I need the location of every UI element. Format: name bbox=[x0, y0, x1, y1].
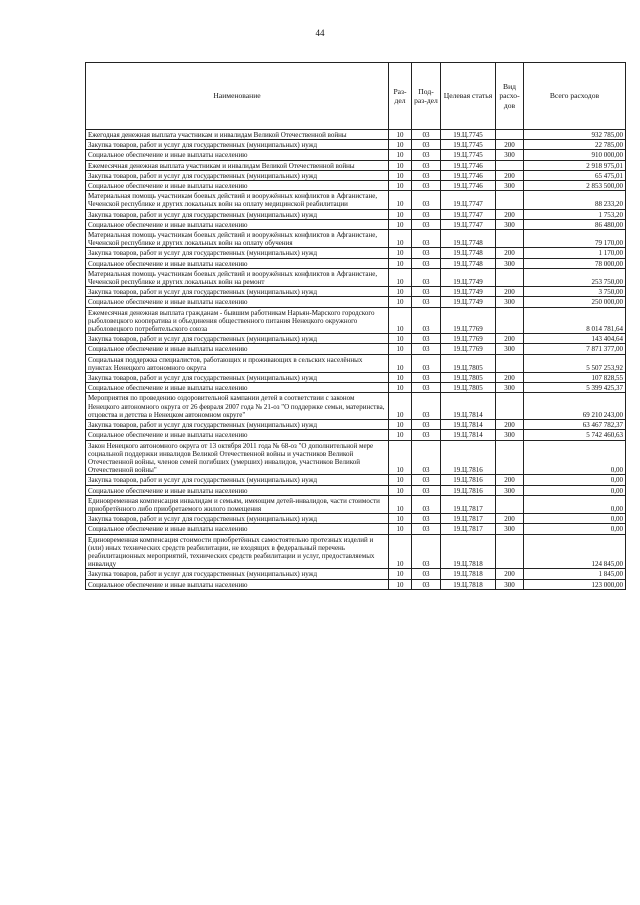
cell-razdel: 10 bbox=[389, 130, 412, 140]
cell-razdel: 10 bbox=[389, 354, 412, 372]
cell-celevaya-statya: 19.Ц.7816 bbox=[441, 485, 496, 495]
cell-celevaya-statya: 19.Ц.7817 bbox=[441, 524, 496, 534]
cell-total: 78 000,00 bbox=[524, 258, 626, 268]
cell-podrazdel: 03 bbox=[412, 514, 441, 524]
cell-total: 63 467 782,37 bbox=[524, 420, 626, 430]
cell-podrazdel: 03 bbox=[412, 130, 441, 140]
cell-name: Социальное обеспечение и иные выплаты населению bbox=[86, 150, 389, 160]
cell-total: 253 750,00 bbox=[524, 268, 626, 286]
cell-name: Закупка товаров, работ и услуг для государственных (муниципальных) нужд bbox=[86, 373, 389, 383]
cell-celevaya-statya: 19.Ц.7749 bbox=[441, 287, 496, 297]
cell-razdel: 10 bbox=[389, 307, 412, 334]
table-row bbox=[86, 569, 626, 579]
cell-total: 2 918 975,01 bbox=[524, 160, 626, 170]
cell-total: 143 404,64 bbox=[524, 334, 626, 344]
cell-razdel: 10 bbox=[389, 420, 412, 430]
cell-razdel: 10 bbox=[389, 485, 412, 495]
cell-vid-rashodov bbox=[496, 130, 524, 140]
cell-celevaya-statya: 19.Ц.7817 bbox=[441, 495, 496, 513]
table-row bbox=[86, 495, 626, 513]
cell-celevaya-statya: 19.Ц.7805 bbox=[441, 373, 496, 383]
cell-vid-rashodov: 200 bbox=[496, 569, 524, 579]
cell-celevaya-statya: 19.Ц.7769 bbox=[441, 307, 496, 334]
cell-razdel: 10 bbox=[389, 160, 412, 170]
header-celevaya-statya: Целевая статья bbox=[441, 63, 496, 130]
expenditure-table bbox=[85, 62, 626, 590]
cell-razdel: 10 bbox=[389, 140, 412, 150]
cell-vid-rashodov bbox=[496, 393, 524, 420]
cell-vid-rashodov bbox=[496, 440, 524, 475]
cell-podrazdel: 03 bbox=[412, 373, 441, 383]
cell-total: 2 853 500,00 bbox=[524, 181, 626, 191]
table-row bbox=[86, 160, 626, 170]
cell-podrazdel: 03 bbox=[412, 160, 441, 170]
cell-vid-rashodov: 200 bbox=[496, 287, 524, 297]
cell-podrazdel: 03 bbox=[412, 230, 441, 248]
cell-podrazdel: 03 bbox=[412, 209, 441, 219]
table-row bbox=[86, 383, 626, 393]
cell-podrazdel: 03 bbox=[412, 150, 441, 160]
cell-razdel: 10 bbox=[389, 373, 412, 383]
cell-razdel: 10 bbox=[389, 579, 412, 589]
page-number: 44 bbox=[315, 28, 325, 38]
cell-razdel: 10 bbox=[389, 258, 412, 268]
table-row bbox=[86, 534, 626, 569]
cell-podrazdel: 03 bbox=[412, 524, 441, 534]
cell-celevaya-statya: 19.Ц.7749 bbox=[441, 297, 496, 307]
cell-razdel: 10 bbox=[389, 297, 412, 307]
cell-podrazdel: 03 bbox=[412, 170, 441, 180]
cell-celevaya-statya: 19.Ц.7747 bbox=[441, 191, 496, 209]
cell-total: 22 785,00 bbox=[524, 140, 626, 150]
cell-vid-rashodov bbox=[496, 495, 524, 513]
cell-vid-rashodov: 300 bbox=[496, 344, 524, 354]
table-row bbox=[86, 354, 626, 372]
table-header bbox=[86, 63, 626, 130]
cell-razdel: 10 bbox=[389, 248, 412, 258]
cell-total: 107 828,55 bbox=[524, 373, 626, 383]
table-row bbox=[86, 170, 626, 180]
cell-name: Социальное обеспечение и иные выплаты населению bbox=[86, 258, 389, 268]
header-podrazdel: Под-раз-дел bbox=[412, 63, 441, 130]
cell-name: Социальное обеспечение и иные выплаты населению bbox=[86, 524, 389, 534]
cell-name: Единовременная компенсация стоимости приобретённых самостоятельно протезных изделий и (или) иных технических средств реабилитации, не входящих в федеральный перечень реабилитационных мероприятий, технических средств реабилитации и услуг, предоставляемых инвалиду bbox=[86, 534, 389, 569]
cell-vid-rashodov: 300 bbox=[496, 181, 524, 191]
cell-name: Закупка товаров, работ и услуг для государственных (муниципальных) нужд bbox=[86, 140, 389, 150]
cell-celevaya-statya: 19.Ц.7746 bbox=[441, 170, 496, 180]
cell-podrazdel: 03 bbox=[412, 140, 441, 150]
table-row bbox=[86, 579, 626, 589]
cell-podrazdel: 03 bbox=[412, 287, 441, 297]
cell-razdel: 10 bbox=[389, 393, 412, 420]
table-row bbox=[86, 393, 626, 420]
table-row bbox=[86, 150, 626, 160]
cell-name: Ежемесячная денежная выплата гражданам - бывшим работникам Нарьян-Марского городского рыболовецкого кооператива и объединения общественного питания Ненецкого окружного рыболовецкого потребительского союза bbox=[86, 307, 389, 334]
table-row bbox=[86, 209, 626, 219]
cell-razdel: 10 bbox=[389, 191, 412, 209]
cell-name: Закупка товаров, работ и услуг для государственных (муниципальных) нужд bbox=[86, 170, 389, 180]
cell-total: 5 507 253,92 bbox=[524, 354, 626, 372]
cell-celevaya-statya: 19.Ц.7769 bbox=[441, 344, 496, 354]
cell-name: Материальная помощь участникам боевых действий и вооружённых конфликтов в Афганистане, Чеченской республике и других локальных войн на оплату медицинской реабилитации bbox=[86, 191, 389, 209]
cell-celevaya-statya: 19.Ц.7818 bbox=[441, 534, 496, 569]
cell-name: Материальная помощь участникам боевых действий и вооружённых конфликтов в Афганистане, Чеченской республике и других локальных войн на ремонт bbox=[86, 268, 389, 286]
cell-total: 0,00 bbox=[524, 524, 626, 534]
cell-razdel: 10 bbox=[389, 475, 412, 485]
cell-vid-rashodov: 200 bbox=[496, 475, 524, 485]
cell-total: 0,00 bbox=[524, 495, 626, 513]
cell-podrazdel: 03 bbox=[412, 440, 441, 475]
cell-name: Социальное обеспечение и иные выплаты населению bbox=[86, 297, 389, 307]
cell-name: Социальное обеспечение и иные выплаты населению bbox=[86, 485, 389, 495]
cell-vid-rashodov bbox=[496, 160, 524, 170]
cell-name: Материальная помощь участникам боевых действий и вооружённых конфликтов в Афганистане, Чеченской республике и других локальных войн на оплату обучения bbox=[86, 230, 389, 248]
cell-razdel: 10 bbox=[389, 524, 412, 534]
cell-celevaya-statya: 19.Ц.7805 bbox=[441, 354, 496, 372]
cell-celevaya-statya: 19.Ц.7748 bbox=[441, 248, 496, 258]
cell-total: 0,00 bbox=[524, 440, 626, 475]
cell-name: Социальное обеспечение и иные выплаты населению bbox=[86, 219, 389, 229]
cell-podrazdel: 03 bbox=[412, 334, 441, 344]
cell-total: 250 000,00 bbox=[524, 297, 626, 307]
cell-celevaya-statya: 19.Ц.7814 bbox=[441, 393, 496, 420]
cell-razdel: 10 bbox=[389, 219, 412, 229]
cell-podrazdel: 03 bbox=[412, 181, 441, 191]
cell-total: 1 753,20 bbox=[524, 209, 626, 219]
cell-vid-rashodov: 200 bbox=[496, 248, 524, 258]
table-row bbox=[86, 230, 626, 248]
cell-vid-rashodov: 200 bbox=[496, 514, 524, 524]
cell-vid-rashodov: 300 bbox=[496, 383, 524, 393]
cell-name: Мероприятия по проведению оздоровительной кампании детей в соответствии с законом Ненецкого автономного округа от 26 февраля 2007 года № 21-оз "О поддержке семьи, материнства, отцовства и детства в Ненецком автономном округе" bbox=[86, 393, 389, 420]
cell-podrazdel: 03 bbox=[412, 430, 441, 440]
cell-celevaya-statya: 19.Ц.7816 bbox=[441, 440, 496, 475]
cell-podrazdel: 03 bbox=[412, 579, 441, 589]
cell-total: 910 000,00 bbox=[524, 150, 626, 160]
cell-total: 5 742 460,63 bbox=[524, 430, 626, 440]
cell-total: 65 475,01 bbox=[524, 170, 626, 180]
cell-razdel: 10 bbox=[389, 209, 412, 219]
table-row bbox=[86, 140, 626, 150]
cell-celevaya-statya: 19.Ц.7816 bbox=[441, 475, 496, 485]
cell-podrazdel: 03 bbox=[412, 495, 441, 513]
cell-name: Социальное обеспечение и иные выплаты населению bbox=[86, 344, 389, 354]
cell-total: 69 210 243,00 bbox=[524, 393, 626, 420]
cell-razdel: 10 bbox=[389, 514, 412, 524]
cell-podrazdel: 03 bbox=[412, 485, 441, 495]
table-row bbox=[86, 344, 626, 354]
cell-razdel: 10 bbox=[389, 181, 412, 191]
cell-razdel: 10 bbox=[389, 150, 412, 160]
cell-vid-rashodov: 200 bbox=[496, 140, 524, 150]
cell-vid-rashodov: 300 bbox=[496, 430, 524, 440]
cell-razdel: 10 bbox=[389, 170, 412, 180]
cell-vid-rashodov: 300 bbox=[496, 297, 524, 307]
cell-total: 0,00 bbox=[524, 514, 626, 524]
cell-celevaya-statya: 19.Ц.7745 bbox=[441, 150, 496, 160]
cell-vid-rashodov: 200 bbox=[496, 170, 524, 180]
cell-name: Закупка товаров, работ и услуг для государственных (муниципальных) нужд bbox=[86, 248, 389, 258]
cell-celevaya-statya: 19.Ц.7747 bbox=[441, 219, 496, 229]
cell-name: Ежемесячная денежная выплата участникам и инвалидам Великой Отечественной войны bbox=[86, 160, 389, 170]
cell-razdel: 10 bbox=[389, 383, 412, 393]
table-row bbox=[86, 334, 626, 344]
cell-total: 8 014 781,64 bbox=[524, 307, 626, 334]
cell-total: 123 000,00 bbox=[524, 579, 626, 589]
cell-name: Закупка товаров, работ и услуг для государственных (муниципальных) нужд bbox=[86, 514, 389, 524]
cell-celevaya-statya: 19.Ц.7747 bbox=[441, 209, 496, 219]
cell-razdel: 10 bbox=[389, 287, 412, 297]
cell-celevaya-statya: 19.Ц.7818 bbox=[441, 579, 496, 589]
table-row bbox=[86, 258, 626, 268]
cell-name: Закупка товаров, работ и услуг для государственных (муниципальных) нужд bbox=[86, 420, 389, 430]
cell-name: Закупка товаров, работ и услуг для государственных (муниципальных) нужд bbox=[86, 209, 389, 219]
cell-podrazdel: 03 bbox=[412, 475, 441, 485]
cell-vid-rashodov: 300 bbox=[496, 524, 524, 534]
table-row bbox=[86, 485, 626, 495]
cell-name: Закупка товаров, работ и услуг для государственных (муниципальных) нужд bbox=[86, 475, 389, 485]
cell-podrazdel: 03 bbox=[412, 344, 441, 354]
cell-vid-rashodov: 300 bbox=[496, 219, 524, 229]
table-row bbox=[86, 475, 626, 485]
cell-podrazdel: 03 bbox=[412, 297, 441, 307]
cell-celevaya-statya: 19.Ц.7745 bbox=[441, 140, 496, 150]
cell-total: 124 845,00 bbox=[524, 534, 626, 569]
cell-name: Социальное обеспечение и иные выплаты населению bbox=[86, 383, 389, 393]
cell-vid-rashodov bbox=[496, 230, 524, 248]
cell-celevaya-statya: 19.Ц.7746 bbox=[441, 181, 496, 191]
table-row bbox=[86, 524, 626, 534]
cell-vid-rashodov bbox=[496, 534, 524, 569]
table-row bbox=[86, 420, 626, 430]
cell-podrazdel: 03 bbox=[412, 307, 441, 334]
cell-celevaya-statya: 19.Ц.7749 bbox=[441, 268, 496, 286]
header-total: Всего расходов bbox=[524, 63, 626, 130]
cell-podrazdel: 03 bbox=[412, 393, 441, 420]
cell-podrazdel: 03 bbox=[412, 354, 441, 372]
cell-razdel: 10 bbox=[389, 334, 412, 344]
header-name: Наименование bbox=[86, 63, 389, 130]
cell-total: 3 750,00 bbox=[524, 287, 626, 297]
cell-total: 0,00 bbox=[524, 485, 626, 495]
cell-name: Закупка товаров, работ и услуг для государственных (муниципальных) нужд bbox=[86, 569, 389, 579]
cell-celevaya-statya: 19.Ц.7746 bbox=[441, 160, 496, 170]
cell-podrazdel: 03 bbox=[412, 569, 441, 579]
cell-razdel: 10 bbox=[389, 495, 412, 513]
table-body bbox=[86, 130, 626, 590]
table-row bbox=[86, 373, 626, 383]
table-row bbox=[86, 268, 626, 286]
cell-total: 7 871 377,00 bbox=[524, 344, 626, 354]
cell-vid-rashodov: 300 bbox=[496, 579, 524, 589]
cell-vid-rashodov: 300 bbox=[496, 258, 524, 268]
cell-celevaya-statya: 19.Ц.7814 bbox=[441, 420, 496, 430]
table-row bbox=[86, 440, 626, 475]
cell-total: 0,00 bbox=[524, 475, 626, 485]
cell-vid-rashodov: 300 bbox=[496, 150, 524, 160]
cell-vid-rashodov: 300 bbox=[496, 485, 524, 495]
cell-podrazdel: 03 bbox=[412, 258, 441, 268]
cell-name: Социальное обеспечение и иные выплаты населению bbox=[86, 181, 389, 191]
cell-celevaya-statya: 19.Ц.7818 bbox=[441, 569, 496, 579]
cell-total: 932 785,00 bbox=[524, 130, 626, 140]
cell-name: Ежегодная денежная выплата участникам и инвалидам Великой Отечественной войны bbox=[86, 130, 389, 140]
table-row bbox=[86, 181, 626, 191]
cell-vid-rashodov: 200 bbox=[496, 209, 524, 219]
cell-razdel: 10 bbox=[389, 268, 412, 286]
cell-name: Социальная поддержка специалистов, работающих и проживающих в сельских населённых пунктах Ненецкого автономного округа bbox=[86, 354, 389, 372]
cell-celevaya-statya: 19.Ц.7748 bbox=[441, 258, 496, 268]
cell-celevaya-statya: 19.Ц.7769 bbox=[441, 334, 496, 344]
table-row bbox=[86, 248, 626, 258]
cell-razdel: 10 bbox=[389, 430, 412, 440]
cell-total: 79 170,00 bbox=[524, 230, 626, 248]
cell-razdel: 10 bbox=[389, 569, 412, 579]
header-vid-rashodov: Вид расхо-дов bbox=[496, 63, 524, 130]
cell-vid-rashodov: 200 bbox=[496, 373, 524, 383]
cell-podrazdel: 03 bbox=[412, 219, 441, 229]
cell-celevaya-statya: 19.Ц.7814 bbox=[441, 430, 496, 440]
cell-podrazdel: 03 bbox=[412, 248, 441, 258]
cell-vid-rashodov bbox=[496, 191, 524, 209]
cell-razdel: 10 bbox=[389, 440, 412, 475]
cell-razdel: 10 bbox=[389, 344, 412, 354]
cell-name: Социальное обеспечение и иные выплаты населению bbox=[86, 579, 389, 589]
table-row bbox=[86, 219, 626, 229]
cell-name: Социальное обеспечение и иные выплаты населению bbox=[86, 430, 389, 440]
cell-vid-rashodov bbox=[496, 307, 524, 334]
cell-podrazdel: 03 bbox=[412, 534, 441, 569]
cell-vid-rashodov: 200 bbox=[496, 334, 524, 344]
cell-razdel: 10 bbox=[389, 534, 412, 569]
cell-podrazdel: 03 bbox=[412, 420, 441, 430]
cell-total: 88 233,20 bbox=[524, 191, 626, 209]
cell-vid-rashodov bbox=[496, 268, 524, 286]
cell-total: 5 399 425,37 bbox=[524, 383, 626, 393]
cell-celevaya-statya: 19.Ц.7745 bbox=[441, 130, 496, 140]
cell-total: 1 845,00 bbox=[524, 569, 626, 579]
table-row bbox=[86, 130, 626, 140]
cell-celevaya-statya: 19.Ц.7817 bbox=[441, 514, 496, 524]
cell-celevaya-statya: 19.Ц.7748 bbox=[441, 230, 496, 248]
cell-podrazdel: 03 bbox=[412, 268, 441, 286]
table-row bbox=[86, 514, 626, 524]
cell-total: 1 170,00 bbox=[524, 248, 626, 258]
header-razdel: Раз-дел bbox=[389, 63, 412, 130]
cell-name: Закупка товаров, работ и услуг для государственных (муниципальных) нужд bbox=[86, 287, 389, 297]
cell-name: Закон Ненецкого автономного округа от 13 октября 2011 года № 68-оз "О дополнительной мере социальной поддержки инвалидов Великой Отечественной войны и участников Великой Отечественной войны, членов семей погибших (умерших) инвалидов, участников Великой Отечественной войны" bbox=[86, 440, 389, 475]
cell-vid-rashodov bbox=[496, 354, 524, 372]
cell-celevaya-statya: 19.Ц.7805 bbox=[441, 383, 496, 393]
cell-podrazdel: 03 bbox=[412, 191, 441, 209]
cell-vid-rashodov: 200 bbox=[496, 420, 524, 430]
table-row bbox=[86, 287, 626, 297]
cell-razdel: 10 bbox=[389, 230, 412, 248]
cell-name: Единовременная компенсация инвалидам и семьям, имеющим детей-инвалидов, части стоимости приобретённого либо приобретаемого жилого помещения bbox=[86, 495, 389, 513]
cell-name: Закупка товаров, работ и услуг для государственных (муниципальных) нужд bbox=[86, 334, 389, 344]
table-row bbox=[86, 191, 626, 209]
cell-total: 86 480,00 bbox=[524, 219, 626, 229]
table-row bbox=[86, 430, 626, 440]
table-row bbox=[86, 297, 626, 307]
table-row bbox=[86, 307, 626, 334]
cell-podrazdel: 03 bbox=[412, 383, 441, 393]
